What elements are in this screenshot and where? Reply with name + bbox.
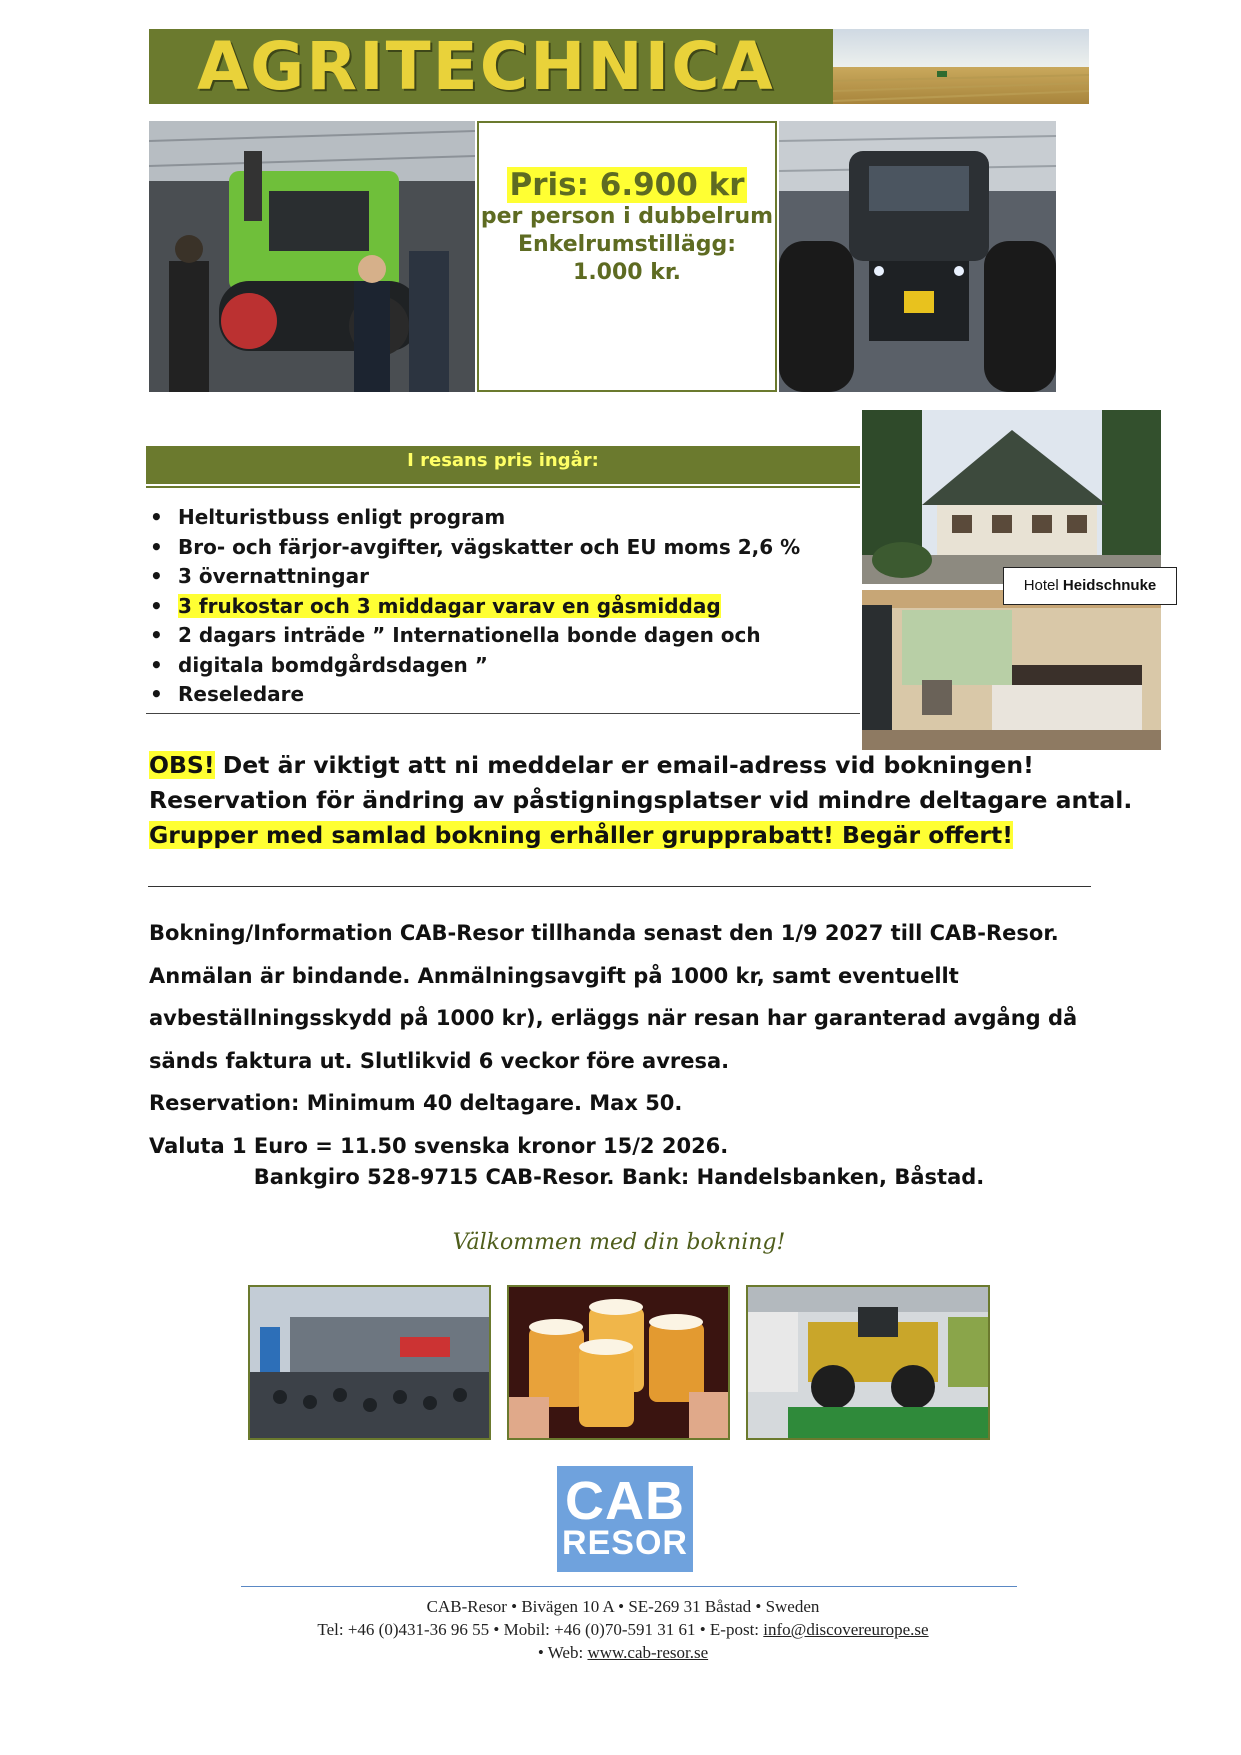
footer-contact [149,1595,1097,1664]
booking-line: Anmälan är bindande. Anmälningsavgift på 1000 kr, samt eventuellt [149,963,959,988]
fair-entrance-photo [248,1285,491,1440]
cab-resor-logo [557,1466,693,1572]
list-item: • digitala bomdgårdsdagen ” [146,651,860,681]
footer-address: CAB-Resor • Bivägen 10 A • SE-269 31 Båstad • Sweden [426,1597,820,1616]
field-photo [833,29,1089,104]
list-item: • Helturistbuss enligt program [146,503,860,533]
included-heading-band [146,446,860,484]
hotel-room-photo [862,590,1161,750]
hotel-exterior-photo [862,410,1161,584]
booking-line: Reservation: Minimum 40 deltagare. Max 50. [149,1091,683,1115]
email-notice: Det är viktigt att ni meddelar er email-adress vid bokningen! [214,751,1034,779]
logo-resor-text: RESOR [562,1524,688,1562]
logo-cab-text: CAB [565,1471,685,1531]
list-divider [146,713,860,714]
booking-line: Bokning/Information CAB-Resor tillhanda senast den 1/9 2027 till CAB-Resor. [149,921,1059,945]
list-item [146,592,860,622]
machinery-stand-photo [746,1285,990,1440]
meals-text: 3 frukostar och 3 middagar [178,593,493,618]
header-banner [149,29,1089,104]
list-item: • Reseledare [146,680,860,710]
tractor-front-photo [779,121,1056,392]
welcome-text: Välkommen med din bokning! [452,1230,786,1255]
bank-details: Bankgiro 528-9715 CAB-Resor. Bank: Handelsbanken, Båstad. [253,1165,985,1189]
single-room-supplement-label: Enkelrumstillägg: [517,232,736,257]
booking-line: Valuta 1 Euro = 11.50 svenska kronor 15/2 2026. [149,1133,729,1158]
website-link[interactable]: www.cab-resor.se [587,1643,709,1662]
included-divider [146,486,860,488]
list-item: • 3 övernattningar [146,562,860,592]
booking-info [149,912,1109,1167]
notice-block [149,748,1133,853]
footer-web-prefix: • Web: [537,1643,588,1662]
price-box [477,121,777,392]
tractor-exhibition-photo [149,121,475,392]
section-divider [148,886,1091,887]
obs-label: OBS! [149,751,215,779]
hotel-name: Heidschnuke [1062,577,1157,594]
email-link[interactable]: info@discovereurope.se [763,1620,929,1639]
included-heading: I resans pris ingår: [407,450,599,471]
price-amount: Pris: 6.900 kr [509,167,745,203]
reservation-notice: Reservation för ändring av påstigningsplatser vid mindre deltagare antal. [149,786,1133,814]
price-per-person: per person i dubbelrum [480,204,774,229]
goose-dinner-highlight: varav en gåsmiddag [492,593,721,618]
list-item: • Bro- och färjor-avgifter, vägskatter och EU moms 2,6 % [146,533,860,563]
group-discount-notice: Grupper med samlad bokning erhåller grupprabatt! Begär offert! [149,821,1013,849]
single-room-supplement-amount: 1.000 kr. [573,260,681,285]
hotel-label [1003,567,1177,605]
booking-line: avbeställningsskydd på 1000 kr), erläggs när resan har garanterad avgång då [149,1006,1078,1030]
included-list [146,503,860,710]
footer-phones: Tel: +46 (0)431-36 96 55 • Mobil: +46 (0)70-591 31 61 • E-post: [317,1620,764,1639]
footer-divider [241,1586,1017,1587]
booking-line: sänds faktura ut. Slutlikvid 6 veckor före avresa. [149,1048,730,1073]
beer-toast-photo [507,1285,730,1440]
banner-title: AGRITECHNICA [197,29,775,104]
hotel-prefix: Hotel [1023,577,1063,594]
list-item: • 2 dagars inträde ” Internationella bonde dagen och [146,621,860,651]
